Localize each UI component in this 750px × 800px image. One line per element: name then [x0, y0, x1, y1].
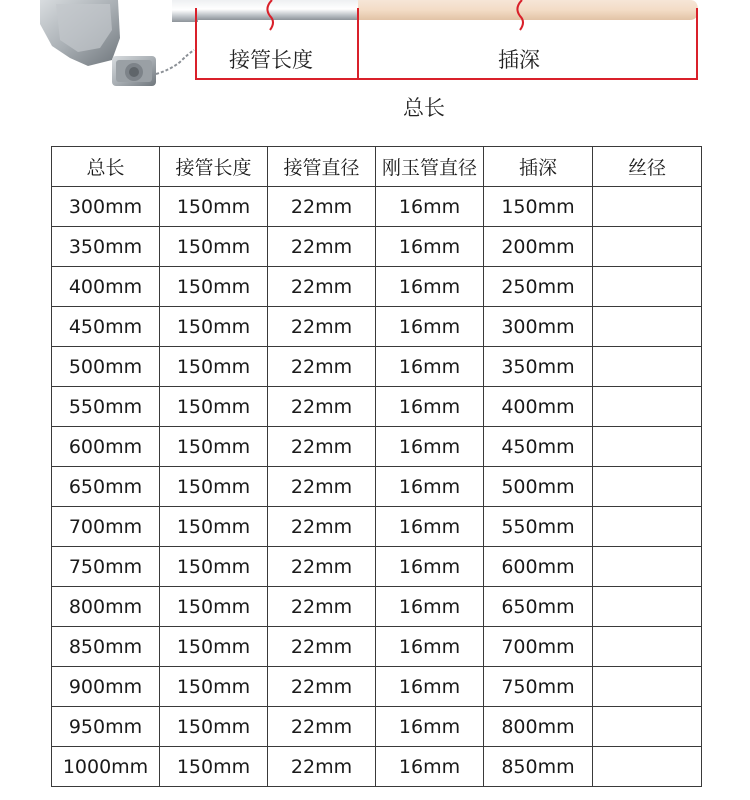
insertion-depth-cell: 650mm — [484, 587, 593, 627]
corundum-diameter-cell: 16mm — [376, 267, 484, 307]
table-row — [52, 627, 702, 667]
corundum-diameter-cell: 16mm — [376, 547, 484, 587]
tube-length-cell: 150mm — [160, 587, 268, 627]
insertion-depth-cell: 600mm — [484, 547, 593, 587]
corundum-diameter-cell: 16mm — [376, 187, 484, 227]
tube-length-label: 接管长度 — [229, 48, 313, 72]
total-length-cell: 300mm — [52, 187, 160, 227]
wire-diameter-cell — [593, 307, 702, 347]
tube-diameter-cell: 22mm — [268, 627, 376, 667]
tube-diameter-cell: 22mm — [268, 667, 376, 707]
wire-diameter-cell — [593, 587, 702, 627]
total-length-cell: 650mm — [52, 467, 160, 507]
total-length-cell: 700mm — [52, 507, 160, 547]
total-length-cell: 950mm — [52, 707, 160, 747]
tube-length-cell: 150mm — [160, 307, 268, 347]
total-length-cell: 900mm — [52, 667, 160, 707]
spec-table-body — [52, 187, 702, 787]
table-row — [52, 467, 702, 507]
total-length-cell: 350mm — [52, 227, 160, 267]
corundum-diameter-cell: 16mm — [376, 507, 484, 547]
insertion-depth-cell: 200mm — [484, 227, 593, 267]
wire-diameter-cell — [593, 547, 702, 587]
total-length-cell: 500mm — [52, 347, 160, 387]
wire-diameter-cell — [593, 627, 702, 667]
corundum-diameter-cell: 16mm — [376, 627, 484, 667]
table-row — [52, 747, 702, 787]
corundum-diameter-cell: 16mm — [376, 347, 484, 387]
tube-length-cell: 150mm — [160, 267, 268, 307]
tube-length-cell: 150mm — [160, 227, 268, 267]
insertion-depth-cell: 750mm — [484, 667, 593, 707]
table-row — [52, 427, 702, 467]
tube-length-cell: 150mm — [160, 347, 268, 387]
table-row — [52, 387, 702, 427]
wire-diameter-cell — [593, 227, 702, 267]
tube-diameter-cell: 22mm — [268, 587, 376, 627]
thermocouple-illustration — [0, 0, 750, 130]
table-row — [52, 667, 702, 707]
total-length-cell: 450mm — [52, 307, 160, 347]
wire-diameter-cell — [593, 707, 702, 747]
tube-diameter-cell: 22mm — [268, 467, 376, 507]
insertion-depth-cell: 800mm — [484, 707, 593, 747]
header-tube-length: 接管长度 — [160, 147, 268, 187]
table-row — [52, 587, 702, 627]
corundum-diameter-cell: 16mm — [376, 307, 484, 347]
table-row — [52, 227, 702, 267]
corundum-diameter-cell: 16mm — [376, 667, 484, 707]
total-length-cell: 750mm — [52, 547, 160, 587]
corundum-diameter-cell: 16mm — [376, 427, 484, 467]
junction-head — [40, 0, 198, 86]
wire-diameter-cell — [593, 387, 702, 427]
tube-length-cell: 150mm — [160, 467, 268, 507]
table-row — [52, 347, 702, 387]
tube-length-cell: 150mm — [160, 507, 268, 547]
tube-diameter-cell: 22mm — [268, 347, 376, 387]
table-row — [52, 547, 702, 587]
total-length-cell: 600mm — [52, 427, 160, 467]
header-total-length: 总长 — [52, 147, 160, 187]
tube-diameter-cell: 22mm — [268, 387, 376, 427]
tube-diameter-cell: 22mm — [268, 507, 376, 547]
wire-diameter-cell — [593, 467, 702, 507]
insertion-depth-cell: 250mm — [484, 267, 593, 307]
table-row — [52, 507, 702, 547]
wire-diameter-cell — [593, 427, 702, 467]
insertion-depth-cell: 850mm — [484, 747, 593, 787]
insertion-depth-cell: 400mm — [484, 387, 593, 427]
tube-length-cell: 150mm — [160, 427, 268, 467]
insertion-depth-cell: 550mm — [484, 507, 593, 547]
tube-diameter-cell: 22mm — [268, 187, 376, 227]
tube-length-cell: 150mm — [160, 707, 268, 747]
corundum-diameter-cell: 16mm — [376, 387, 484, 427]
tube-length-cell: 150mm — [160, 187, 268, 227]
table-row — [52, 187, 702, 227]
wire-diameter-cell — [593, 267, 702, 307]
corundum-diameter-cell: 16mm — [376, 747, 484, 787]
wire-diameter-cell — [593, 747, 702, 787]
header-corundum-tube-diameter: 刚玉管直径 — [376, 147, 484, 187]
total-length-cell: 1000mm — [52, 747, 160, 787]
corundum-diameter-cell: 16mm — [376, 707, 484, 747]
insertion-depth-cell: 500mm — [484, 467, 593, 507]
header-row — [52, 147, 702, 187]
table-row — [52, 267, 702, 307]
connecting-tube — [196, 0, 358, 20]
ceramic-tube — [358, 0, 698, 20]
tube-diameter-cell: 22mm — [268, 427, 376, 467]
spec-table — [51, 146, 702, 787]
wire-diameter-cell — [593, 667, 702, 707]
insertion-depth-cell: 350mm — [484, 347, 593, 387]
insertion-depth-cell: 300mm — [484, 307, 593, 347]
wire-diameter-cell — [593, 187, 702, 227]
tube-length-cell: 150mm — [160, 667, 268, 707]
thermocouple-diagram — [0, 0, 750, 130]
tube-length-cell: 150mm — [160, 747, 268, 787]
corundum-diameter-cell: 16mm — [376, 467, 484, 507]
wire-diameter-cell — [593, 507, 702, 547]
tube-length-cell: 150mm — [160, 387, 268, 427]
table-row — [52, 707, 702, 747]
wire-diameter-cell — [593, 347, 702, 387]
insertion-depth-cell: 450mm — [484, 427, 593, 467]
total-length-cell: 800mm — [52, 587, 160, 627]
tube-diameter-cell: 22mm — [268, 307, 376, 347]
tube-diameter-cell: 22mm — [268, 707, 376, 747]
corundum-diameter-cell: 16mm — [376, 587, 484, 627]
tube-length-cell: 150mm — [160, 547, 268, 587]
insertion-depth-label: 插深 — [498, 48, 540, 72]
tube-length-cell: 150mm — [160, 627, 268, 667]
header-tube-diameter: 接管直径 — [268, 147, 376, 187]
total-length-label: 总长 — [403, 96, 445, 120]
header-insertion-depth: 插深 — [484, 147, 593, 187]
total-length-cell: 550mm — [52, 387, 160, 427]
tube-diameter-cell: 22mm — [268, 267, 376, 307]
tube-diameter-cell: 22mm — [268, 547, 376, 587]
tube-diameter-cell: 22mm — [268, 747, 376, 787]
insertion-depth-cell: 700mm — [484, 627, 593, 667]
header-wire-diameter: 丝径 — [593, 147, 702, 187]
tube-diameter-cell: 22mm — [268, 227, 376, 267]
total-length-cell: 850mm — [52, 627, 160, 667]
total-length-cell: 400mm — [52, 267, 160, 307]
table-row — [52, 307, 702, 347]
corundum-diameter-cell: 16mm — [376, 227, 484, 267]
insertion-depth-cell: 150mm — [484, 187, 593, 227]
